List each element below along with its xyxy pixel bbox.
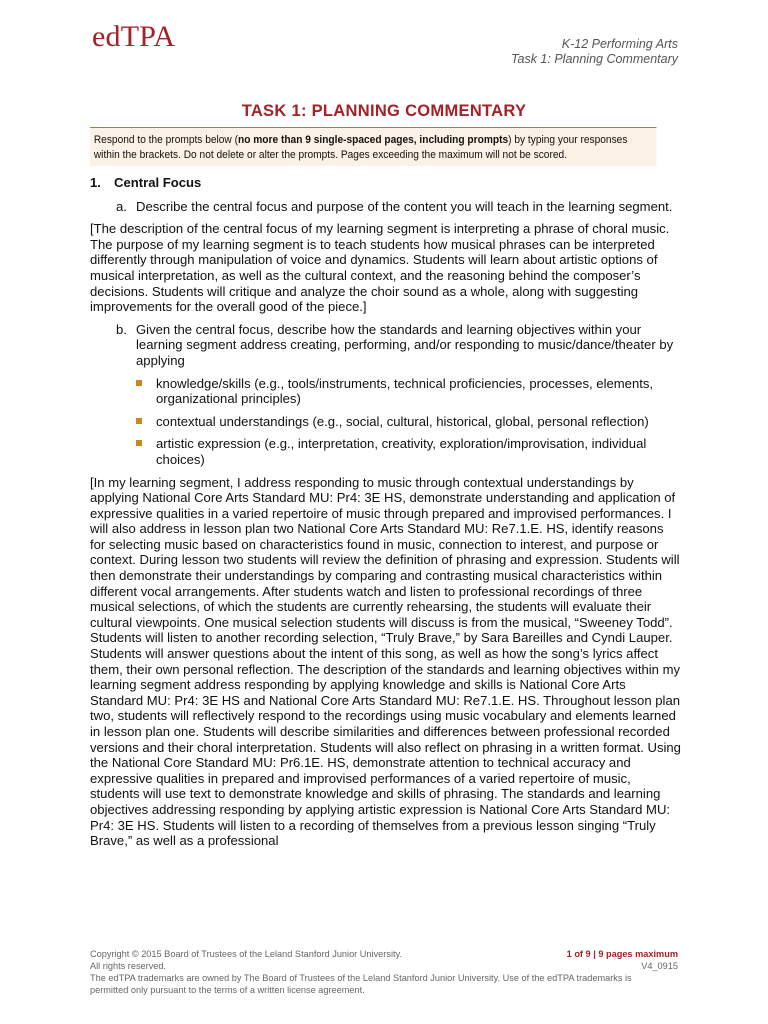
prompt-b-label: b. (116, 321, 127, 337)
footer-page-info (567, 948, 678, 972)
square-bullet-icon (136, 380, 142, 386)
response-a[interactable]: [The description of the central focus of my learning segment is interpreting a phrase of choral music. The purpose of my learning segment is to teach students how musical phrases can be interpreted differently through manipulation of voice and dynamics. Students will learn about artistic options of musical interpretation, as well as the cultural context, and the reasoning behind the composer’s decisions. Students will critique and analyze the choir sound as a whole, along with suggesting improvements for the overall good of the piece.] (90, 221, 670, 315)
instructions-box (90, 127, 656, 166)
prompt-b-bullets (136, 376, 682, 468)
square-bullet-icon (136, 418, 142, 424)
prompt-b (116, 322, 682, 369)
footer-trademark: The edTPA trademarks are owned by The Board of Trustees of the Leland Stanford Junior University. Use of the edTPA trademarks is permitted only pursuant to the terms of a written license agreement. (90, 973, 632, 995)
instructions-text-2: ) by typing your responses within the brackets. Do not delete or alter the prompts. Pages exceeding the maximum will not be scored. (93, 134, 628, 161)
prompt-a (116, 199, 682, 215)
footer-copyright: Copyright © 2015 Board of Trustees of the Leland Stanford Junior University. (90, 949, 402, 959)
page-header-info (511, 37, 678, 67)
prompt-b-text: Given the central focus, describe how the standards and learning objectives within your learning segment address creating, performing, and/or responding to music/dance/theater by applying (136, 321, 674, 368)
edtpa-logo: edTPA (92, 20, 176, 53)
commentary-body (90, 175, 682, 856)
bullet-text: contextual understandings (e.g., social, cultural, historical, global, personal reflection) (156, 413, 649, 429)
list-item (136, 436, 682, 467)
version-code: V4_0915 (641, 961, 678, 971)
list-item (136, 414, 682, 430)
list-item (136, 376, 682, 407)
square-bullet-icon (136, 440, 142, 446)
header-task: Task 1: Planning Commentary (511, 52, 678, 66)
bullet-text: knowledge/skills (e.g., tools/instruments, technical proficiencies, processes, elements, organizational principles) (156, 375, 654, 407)
bullet-text: artistic expression (e.g., interpretation, creativity, exploration/improvisation, individual choices) (156, 436, 647, 467)
section-number: 1. (90, 175, 101, 190)
prompt-a-text: Describe the central focus and purpose of the content you will teach in the learning segment. (136, 198, 673, 214)
header-subject: K-12 Performing Arts (561, 37, 678, 51)
section-title: Central Focus (114, 175, 202, 190)
instructions-text-1: Respond to the prompts below ( (93, 134, 239, 146)
prompt-a-label: a. (116, 198, 127, 214)
page-title: TASK 1: PLANNING COMMENTARY (241, 102, 527, 120)
response-b[interactable]: [In my learning segment, I address responding to music through contextual understandings by applying National Core Arts Standard MU: Pr4: 3E HS, demonstrate understanding and application of expressive qualities in a varied repertoire of music through prepared and improvised performances. I will also address in lesson plan two National Core Arts Standard MU: Re7.1.E. HS, identify reasons for selecting music based on characteristics found in music, connection to interest, and purpose or context. During lesson two students will review the definition of phrasing and expression. Students will then demonstrate their understandings by comparing and contrasting musical characteristics within different vocal arrangements. After students watch and listen to professional recordings of three musical selections, of which the students are currently rehearsing, the students will evaluate their cultural viewpoints. One musical selection students will discuss is from the musical, “Sweeney Todd”. Students will listen to another recording selection, “Truly Brave,” by Sara Bareilles and Cyndi Lauper. Students will answer questions about the intent of this song, as well as how the song’s lyrics affect them, their own personal reflection. The description of the standards and learning objectives within my learning segment address responding by applying knowledge and skills is National Core Arts Standard MU: Pr4: 3E HS and National Core Arts Standard MU: Re7.1.E. HS. Throughout lesson plan two, students will reflectively respond to the recordings using music vocabulary and elements learned in lesson plan one. Students will describe similarities and differences between professional recorded versions and their choral interpretation. Students will also reflect on phrasing in a written format. Using the National Core Standard MU: Pr6.1E. HS, demonstrate attention to technical accuracy and expressive qualities in prepared and improvised performances of a varied repertoire of music, students will use text to demonstrate knowledge and skills of phrasing. The standards and learning objectives addressing responding by applying artistic expression is National Core Arts Standard MU: Pr4: 3E HS. Students will listen to a recording of themselves from a previous lesson singing “Truly Brave,” as well as a professional (90, 474, 681, 849)
footer-rights: All rights reserved. (90, 961, 167, 971)
page-count: 1 of 9 | 9 pages maximum (566, 949, 678, 959)
instructions-bold: no more than 9 single-spaced pages, including prompts (238, 134, 509, 146)
section-heading (90, 175, 682, 191)
